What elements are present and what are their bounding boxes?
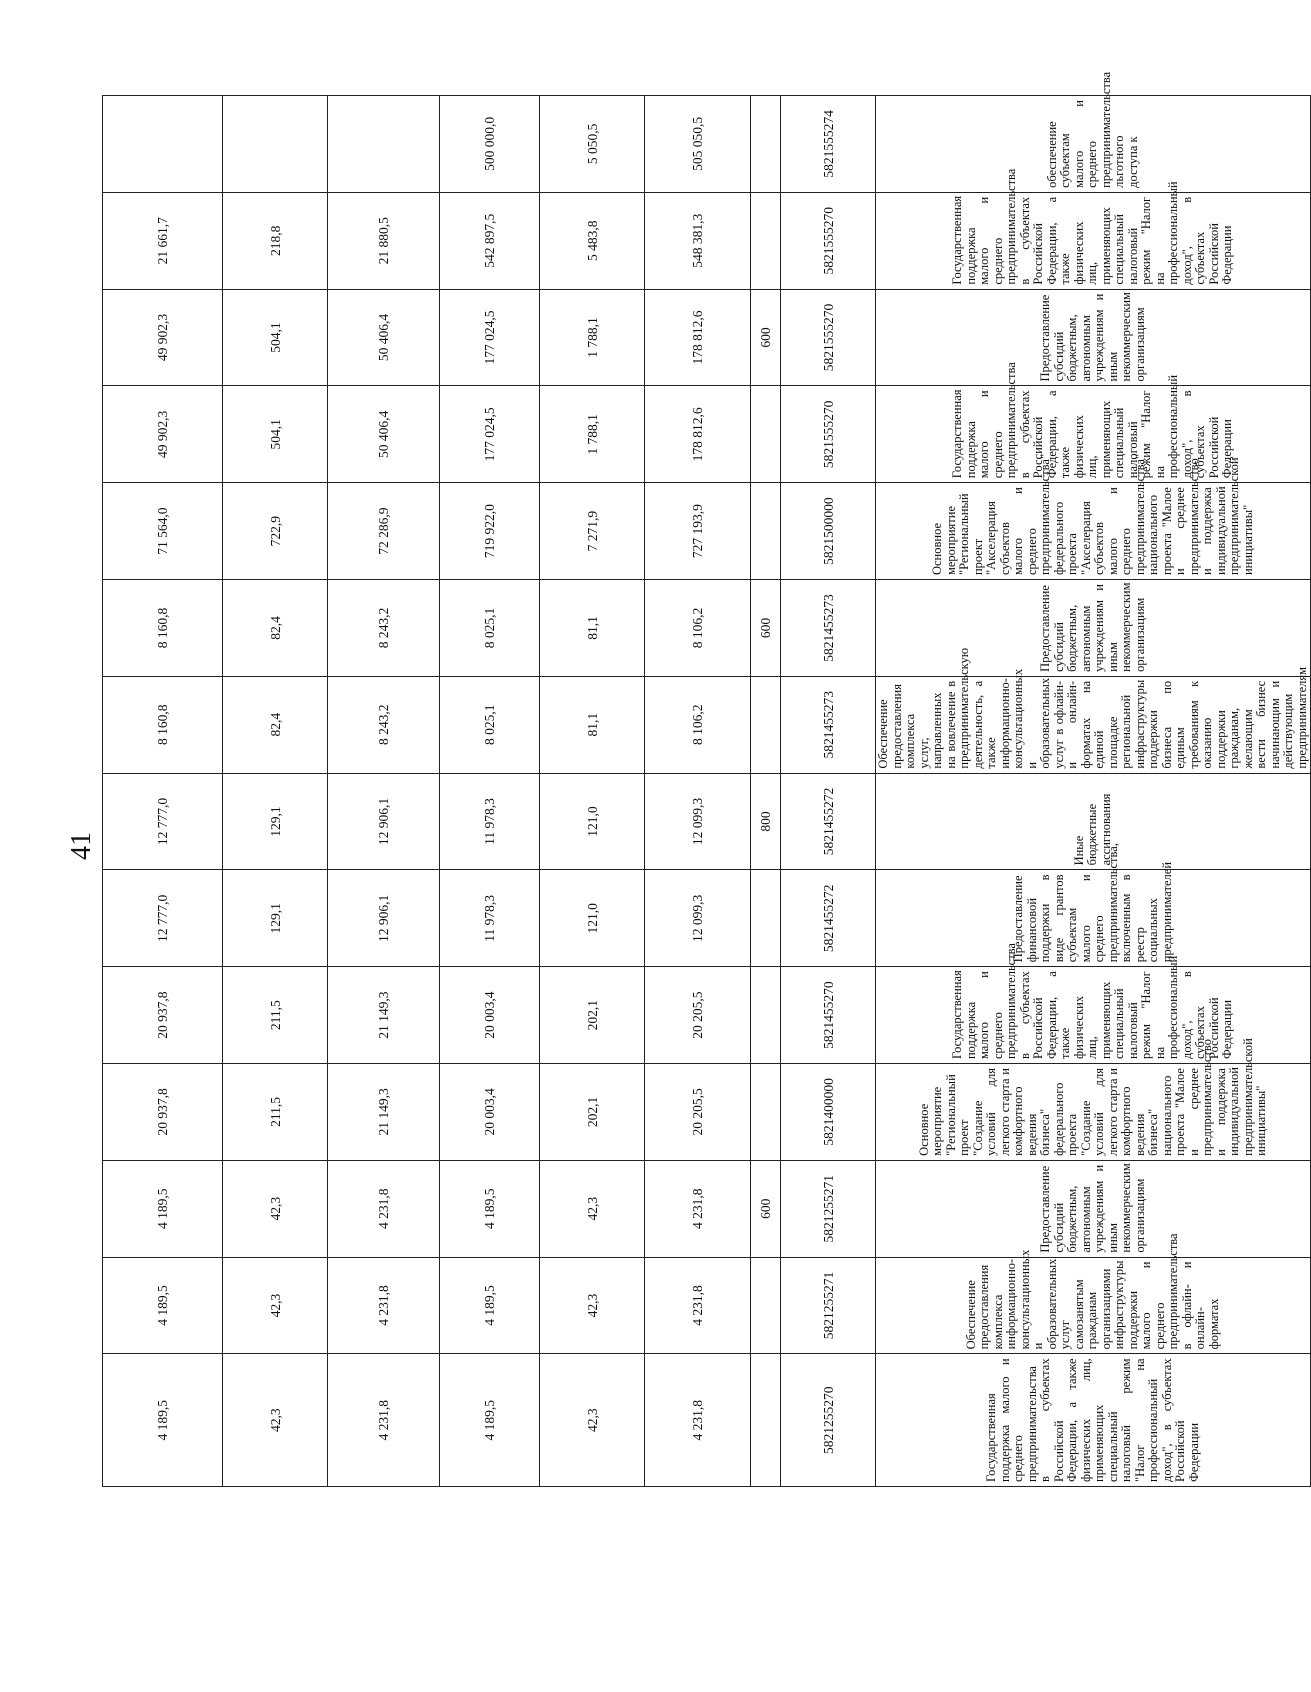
table-row (751, 96, 781, 1487)
value-col-5: 504,1 (223, 386, 328, 483)
expense-type-cell (751, 483, 781, 580)
value-col-6: 12 777,0 (103, 870, 223, 967)
value-col-1: 178 812,6 (645, 289, 751, 386)
table-row (223, 96, 328, 1487)
table-row (645, 96, 751, 1487)
value-col-6: 20 937,8 (103, 1064, 223, 1161)
value-col-3: 719 922,0 (440, 483, 540, 580)
value-col-1: 12 099,3 (645, 870, 751, 967)
value-col-2: 42,3 (540, 1160, 645, 1257)
value-col-6: 49 902,3 (103, 289, 223, 386)
value-col-1: 4 231,8 (645, 1160, 751, 1257)
value-col-1: 8 106,2 (645, 580, 751, 677)
value-col-6: 21 661,7 (103, 192, 223, 289)
item-name-cell: Государственная поддержка малого и среднего предпринимательства в субъектах Российской Федерации, а также физических лиц, применяющих специальный налоговый режим "Налог на профессиональный доход", в субъектах Российской Федерации (876, 1354, 1311, 1487)
value-col-6: 4 189,5 (103, 1354, 223, 1487)
value-col-5: 82,4 (223, 580, 328, 677)
budget-code-cell: 5821455273 (781, 580, 876, 677)
item-name-cell: Предоставление финансовой поддержки в виде грантов субъектам малого и среднего предпринимательства, включенным в реестр социальных предпринимателей (876, 870, 1311, 967)
table-body (103, 71, 1311, 1487)
budget-code-cell: 5821500000 (781, 483, 876, 580)
value-col-1: 20 205,5 (645, 1064, 751, 1161)
value-col-2: 81,1 (540, 580, 645, 677)
value-col-2: 7 271,9 (540, 483, 645, 580)
value-col-4 (328, 96, 440, 193)
value-col-5: 82,4 (223, 676, 328, 773)
item-name-cell: Предоставление субсидий бюджетным, автономным учреждениям и иным некоммерческим организациям (876, 289, 1311, 386)
value-col-6: 12 777,0 (103, 773, 223, 870)
value-col-1: 505 050,5 (645, 96, 751, 193)
item-name-cell: обеспечение субъектам малого и среднего предпринимательства льготного доступа к (876, 96, 1311, 193)
expense-type-cell (751, 192, 781, 289)
expense-type-cell (751, 967, 781, 1064)
value-col-3: 11 978,3 (440, 773, 540, 870)
value-col-4: 4 231,8 (328, 1257, 440, 1354)
value-col-3: 8 025,1 (440, 676, 540, 773)
value-col-4: 21 149,3 (328, 967, 440, 1064)
table-row (103, 96, 223, 1487)
expense-type-cell: 800 (751, 773, 781, 870)
expense-type-cell (751, 96, 781, 193)
value-col-1: 178 812,6 (645, 386, 751, 483)
budget-code-cell: 5821455273 (781, 676, 876, 773)
value-col-6: 8 160,8 (103, 676, 223, 773)
value-col-2: 5 483,8 (540, 192, 645, 289)
budget-code-cell: 5821555270 (781, 289, 876, 386)
budget-code-cell: 5821255271 (781, 1257, 876, 1354)
value-col-4: 50 406,4 (328, 386, 440, 483)
budget-code-cell: 5821455272 (781, 870, 876, 967)
budget-code-cell: 5821255270 (781, 1354, 876, 1487)
value-col-6: 4 189,5 (103, 1160, 223, 1257)
expense-type-cell (751, 1354, 781, 1487)
value-col-5: 42,3 (223, 1354, 328, 1487)
value-col-5 (223, 96, 328, 193)
table-row (781, 96, 876, 1487)
value-col-2: 5 050,5 (540, 96, 645, 193)
expense-type-cell (751, 1064, 781, 1161)
expense-type-cell (751, 386, 781, 483)
budget-code-cell: 5821400000 (781, 1064, 876, 1161)
value-col-5: 211,5 (223, 967, 328, 1064)
value-col-2: 202,1 (540, 1064, 645, 1161)
budget-code-cell: 5821455270 (781, 967, 876, 1064)
value-col-2: 1 788,1 (540, 289, 645, 386)
value-col-4: 4 231,8 (328, 1160, 440, 1257)
value-col-3: 177 024,5 (440, 289, 540, 386)
value-col-1: 4 231,8 (645, 1354, 751, 1487)
value-col-2: 121,0 (540, 773, 645, 870)
expense-type-cell: 600 (751, 1160, 781, 1257)
value-col-2: 1 788,1 (540, 386, 645, 483)
budget-code-cell: 5821255271 (781, 1160, 876, 1257)
value-col-6: 4 189,5 (103, 1257, 223, 1354)
budget-table-rotated (102, 71, 1309, 1487)
value-col-6: 20 937,8 (103, 967, 223, 1064)
table-row (540, 96, 645, 1487)
value-col-4: 50 406,4 (328, 289, 440, 386)
value-col-2: 202,1 (540, 967, 645, 1064)
item-name-cell: Иные бюджетные ассигнования (876, 773, 1311, 870)
value-col-4: 21 149,3 (328, 1064, 440, 1161)
item-name-cell: Обеспечение предоставления комплекса информационно-консультационных и образовательных услуг самозанятым гражданам организациями инфраструктуры поддержки малого и среднего предпринимательства в офлайн- и онлайн-форматах (876, 1257, 1311, 1354)
item-name-cell: Предоставление субсидий бюджетным, автономным учреждениям и иным некоммерческим организациям (876, 1160, 1311, 1257)
item-name-cell: Основное мероприятие "Региональный проект "Акселерация субъектов малого и среднего предпринимательства" федерального проекта "Акселерация субъектов малого и среднего предпринимательства" национального проекта "Малое и среднее предпринимательство и поддержка индивидуальной предпринимательской инициативы" (876, 483, 1311, 580)
value-col-3: 4 189,5 (440, 1160, 540, 1257)
value-col-1: 20 205,5 (645, 967, 751, 1064)
item-name-cell: Государственная поддержка малого и среднего предпринимательства в субъектах Российской Федерации, а также физических лиц, применяющих специальный налоговый режим "Налог на профессиональный доход", в субъектах Российской Федерации (876, 192, 1311, 289)
value-col-5: 722,9 (223, 483, 328, 580)
expense-type-cell (751, 1257, 781, 1354)
value-col-3: 177 024,5 (440, 386, 540, 483)
value-col-5: 218,8 (223, 192, 328, 289)
value-col-3: 11 978,3 (440, 870, 540, 967)
value-col-5: 504,1 (223, 289, 328, 386)
value-col-4: 21 880,5 (328, 192, 440, 289)
value-col-5: 211,5 (223, 1064, 328, 1161)
value-col-6: 71 564,0 (103, 483, 223, 580)
budget-code-cell: 5821555274 (781, 96, 876, 193)
value-col-1: 8 106,2 (645, 676, 751, 773)
value-col-3: 20 003,4 (440, 1064, 540, 1161)
value-col-6: 49 902,3 (103, 386, 223, 483)
value-col-4: 8 243,2 (328, 580, 440, 677)
value-col-4: 12 906,1 (328, 870, 440, 967)
item-name-cell: Предоставление субсидий бюджетным, автономным учреждениям и иным некоммерческим организациям (876, 580, 1311, 677)
value-col-1: 548 381,3 (645, 192, 751, 289)
budget-code-cell: 5821555270 (781, 386, 876, 483)
item-name-cell: Основное мероприятие "Региональный проект "Создание условий для легкого старта и комфортного ведения бизнеса" федерального проекта "Создание условий для легкого старта и комфортного ведения бизнеса" национального проекта "Малое и среднее предпринимательство и поддержка индивидуальной предпринимательской инициативы" (876, 1064, 1311, 1161)
value-col-2: 42,3 (540, 1257, 645, 1354)
page-number: 41 (66, 832, 97, 860)
value-col-6 (103, 96, 223, 193)
table-row (440, 96, 540, 1487)
expense-type-cell (751, 870, 781, 967)
expense-type-cell (751, 676, 781, 773)
value-col-2: 81,1 (540, 676, 645, 773)
value-col-5: 129,1 (223, 773, 328, 870)
value-col-1: 4 231,8 (645, 1257, 751, 1354)
value-col-6: 8 160,8 (103, 580, 223, 677)
expense-type-cell: 600 (751, 580, 781, 677)
value-col-3: 4 189,5 (440, 1257, 540, 1354)
table-row (328, 96, 440, 1487)
value-col-5: 129,1 (223, 870, 328, 967)
value-col-3: 20 003,4 (440, 967, 540, 1064)
expense-type-cell: 600 (751, 289, 781, 386)
value-col-4: 8 243,2 (328, 676, 440, 773)
value-col-2: 121,0 (540, 870, 645, 967)
value-col-3: 4 189,5 (440, 1354, 540, 1487)
value-col-1: 12 099,3 (645, 773, 751, 870)
item-name-cell: Государственная поддержка малого и среднего предпринимательства в субъектах Российской Федерации, а также физических лиц, применяющих специальный налоговый режим "Налог на профессиональный доход", в субъектах Российской Федерации (876, 967, 1311, 1064)
budget-code-cell: 5821555270 (781, 192, 876, 289)
value-col-1: 727 193,9 (645, 483, 751, 580)
value-col-2: 42,3 (540, 1354, 645, 1487)
value-col-4: 4 231,8 (328, 1354, 440, 1487)
table-row (876, 96, 1311, 1487)
value-col-3: 542 897,5 (440, 192, 540, 289)
item-name-cell: Обеспечение предоставления комплекса услуг, направленных на вовлечение в предпринимательскую деятельность, а также информационно-консультационных и образовательных услуг в офлайн- и онлайн-форматах на единой площадке региональной инфраструктуры поддержки бизнеса по единым требованиям к оказанию поддержки гражданам, желающим вести бизнес начинающим и действующим предпринимателям (876, 676, 1311, 773)
item-name-cell: Государственная поддержка малого и среднего предпринимательства в субъектах Российской Федерации, а также физических лиц, применяющих специальный налоговый режим "Налог на профессиональный доход", в субъектах Российской Федерации (876, 386, 1311, 483)
value-col-3: 500 000,0 (440, 96, 540, 193)
value-col-3: 8 025,1 (440, 580, 540, 677)
budget-table (102, 71, 1311, 1487)
value-col-5: 42,3 (223, 1257, 328, 1354)
budget-code-cell: 5821455272 (781, 773, 876, 870)
value-col-4: 72 286,9 (328, 483, 440, 580)
value-col-4: 12 906,1 (328, 773, 440, 870)
value-col-5: 42,3 (223, 1160, 328, 1257)
